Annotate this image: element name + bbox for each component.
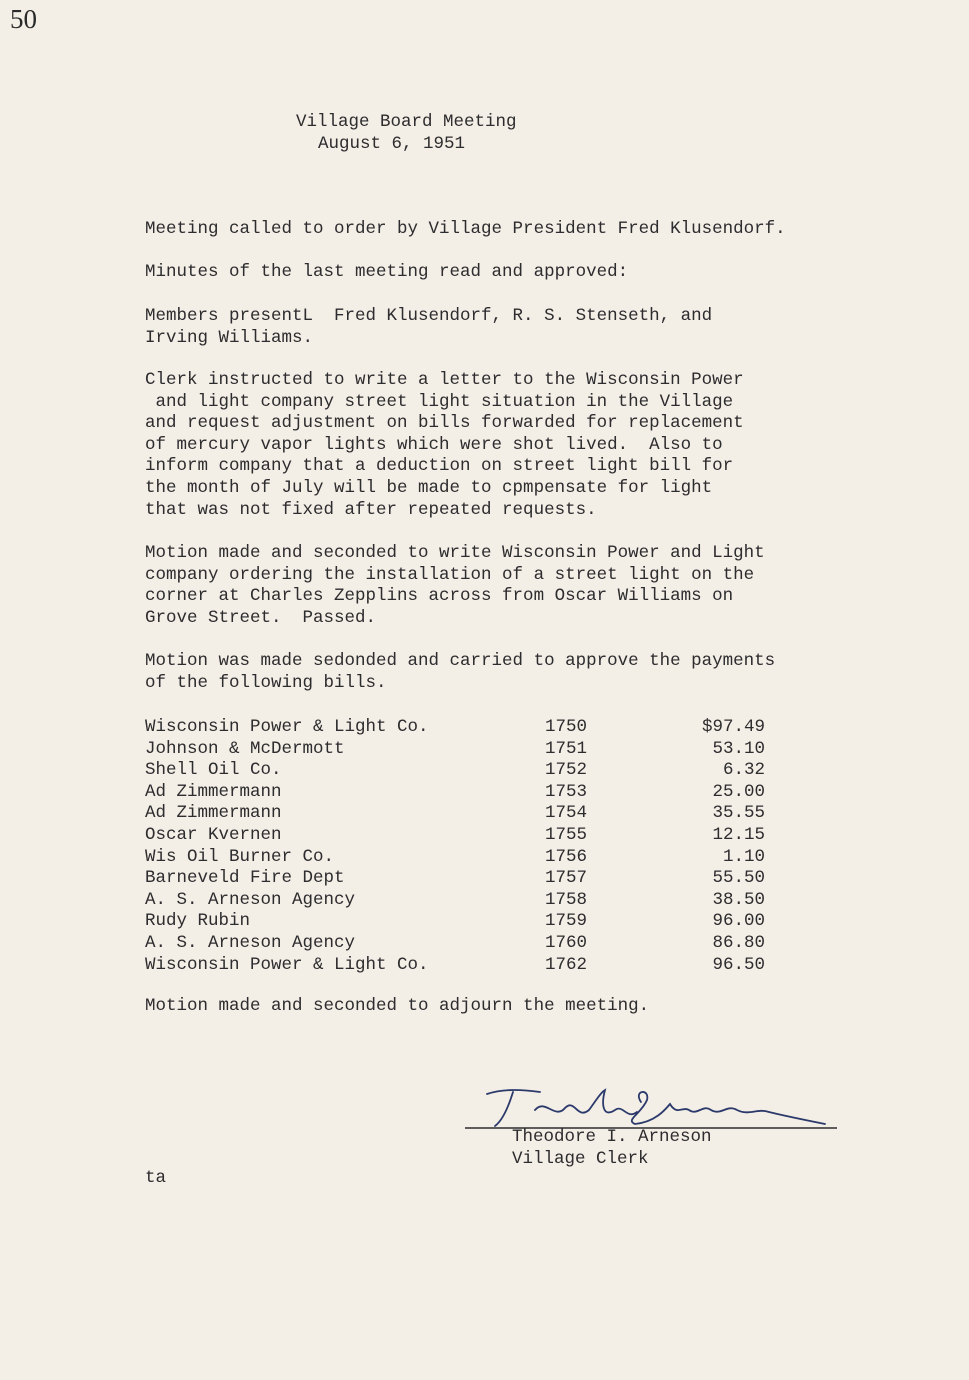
text-line: Clerk instructed to write a letter to the Wisconsin Power xyxy=(145,370,744,390)
clerk-block xyxy=(512,1127,712,1170)
bill-number: 1758 xyxy=(545,889,588,910)
bill-number: 1754 xyxy=(545,803,588,824)
bill-number: 1757 xyxy=(545,868,588,889)
text-line: that was not fixed after repeated requests. xyxy=(145,499,597,520)
bill-amount: 12.15 xyxy=(712,824,765,845)
page-number: 50 xyxy=(10,4,37,34)
document-title: Village Board Meeting xyxy=(296,112,517,132)
bill-payee: A. S. Arneson Agency xyxy=(145,932,356,953)
paragraph-payments-motion xyxy=(145,651,775,694)
bill-amount: 96.00 xyxy=(712,911,765,932)
bill-row xyxy=(145,933,765,955)
document-header xyxy=(296,112,517,155)
bill-row xyxy=(145,847,765,869)
bill-payee: Wisconsin Power & Light Co. xyxy=(145,717,429,737)
text-line: of the following bills. xyxy=(145,672,387,693)
bill-number: 1753 xyxy=(545,781,588,802)
bill-number: 1756 xyxy=(545,846,588,867)
text-line: inform company that a deduction on street light bill for xyxy=(145,456,734,477)
bill-number: 1751 xyxy=(545,738,588,759)
bill-amount: 38.50 xyxy=(712,889,765,910)
text-line: of mercury vapor lights which were shot lived. Also to xyxy=(145,434,723,455)
bill-row xyxy=(145,868,765,890)
bills-table xyxy=(145,717,765,976)
text-line: Irving Williams. xyxy=(145,327,314,348)
bill-payee: Ad Zimmermann xyxy=(145,781,282,802)
bill-row xyxy=(145,739,765,761)
bill-amount: 86.80 xyxy=(712,932,765,953)
text-line: and request adjustment on bills forwarded for replacement xyxy=(145,413,744,434)
clerk-title: Village Clerk xyxy=(512,1148,649,1169)
text-line: Members presentL Fred Klusendorf, R. S. Stenseth, and xyxy=(145,306,713,326)
text-line: Meeting called to order by Village President Fred Klusendorf. xyxy=(145,219,786,239)
bill-number: 1750 xyxy=(545,717,588,737)
bill-row xyxy=(145,782,765,804)
bill-payee: Wis Oil Burner Co. xyxy=(145,846,335,867)
text-line: the month of July will be made to cpmpensate for light xyxy=(145,477,713,498)
bill-amount: 53.10 xyxy=(712,738,765,759)
text-line: Motion was made sedonded and carried to approve the payments xyxy=(145,651,776,671)
bill-number: 1752 xyxy=(545,760,588,781)
bill-amount: 25.00 xyxy=(712,781,765,802)
bill-row xyxy=(145,717,765,739)
bill-number: 1755 xyxy=(545,824,588,845)
bill-amount: 55.50 xyxy=(712,868,765,889)
paragraph-adjourn xyxy=(145,996,649,1018)
text-line: Grove Street. Passed. xyxy=(145,607,377,628)
bill-payee: Rudy Rubin xyxy=(145,911,251,932)
paragraph-clerk-letter xyxy=(145,370,744,521)
paragraph-street-light-motion xyxy=(145,543,765,629)
bill-payee: Johnson & McDermott xyxy=(145,738,345,759)
bill-amount: $97.49 xyxy=(701,717,765,737)
bill-row xyxy=(145,825,765,847)
meeting-date: August 6, 1951 xyxy=(318,133,466,154)
bill-payee: Wisconsin Power & Light Co. xyxy=(145,954,429,975)
bill-row xyxy=(145,803,765,825)
text-line: Motion made and seconded to adjourn the meeting. xyxy=(145,996,650,1016)
text-line: Minutes of the last meeting read and approved: xyxy=(145,262,629,282)
text-line: and light company street light situation in the Village xyxy=(145,391,734,412)
bill-amount: 35.55 xyxy=(712,803,765,824)
bill-payee: Oscar Kvernen xyxy=(145,824,282,845)
bill-payee: Shell Oil Co. xyxy=(145,760,282,781)
bill-row xyxy=(145,890,765,912)
bill-row xyxy=(145,760,765,782)
bill-payee: A. S. Arneson Agency xyxy=(145,889,356,910)
text-line: Motion made and seconded to write Wisconsin Power and Light xyxy=(145,543,765,563)
bill-amount: 6.32 xyxy=(722,760,765,781)
bill-number: 1762 xyxy=(545,954,588,975)
paragraph-call-to-order xyxy=(145,219,786,241)
bill-row xyxy=(145,955,765,977)
bill-number: 1759 xyxy=(545,911,588,932)
bill-amount: 1.10 xyxy=(722,846,765,867)
text-line: corner at Charles Zepplins across from Oscar Williams on xyxy=(145,586,734,607)
text-line: company ordering the installation of a street light on the xyxy=(145,564,755,585)
clerk-name: Theodore I. Arneson xyxy=(512,1127,712,1147)
paragraph-minutes xyxy=(145,262,628,284)
bill-number: 1760 xyxy=(545,932,588,953)
bill-payee: Barneveld Fire Dept xyxy=(145,868,345,889)
bill-amount: 96.50 xyxy=(712,954,765,975)
paragraph-members-present xyxy=(145,306,712,349)
bill-payee: Ad Zimmermann xyxy=(145,803,282,824)
bill-row xyxy=(145,911,765,933)
typist-initials: ta xyxy=(145,1168,167,1188)
